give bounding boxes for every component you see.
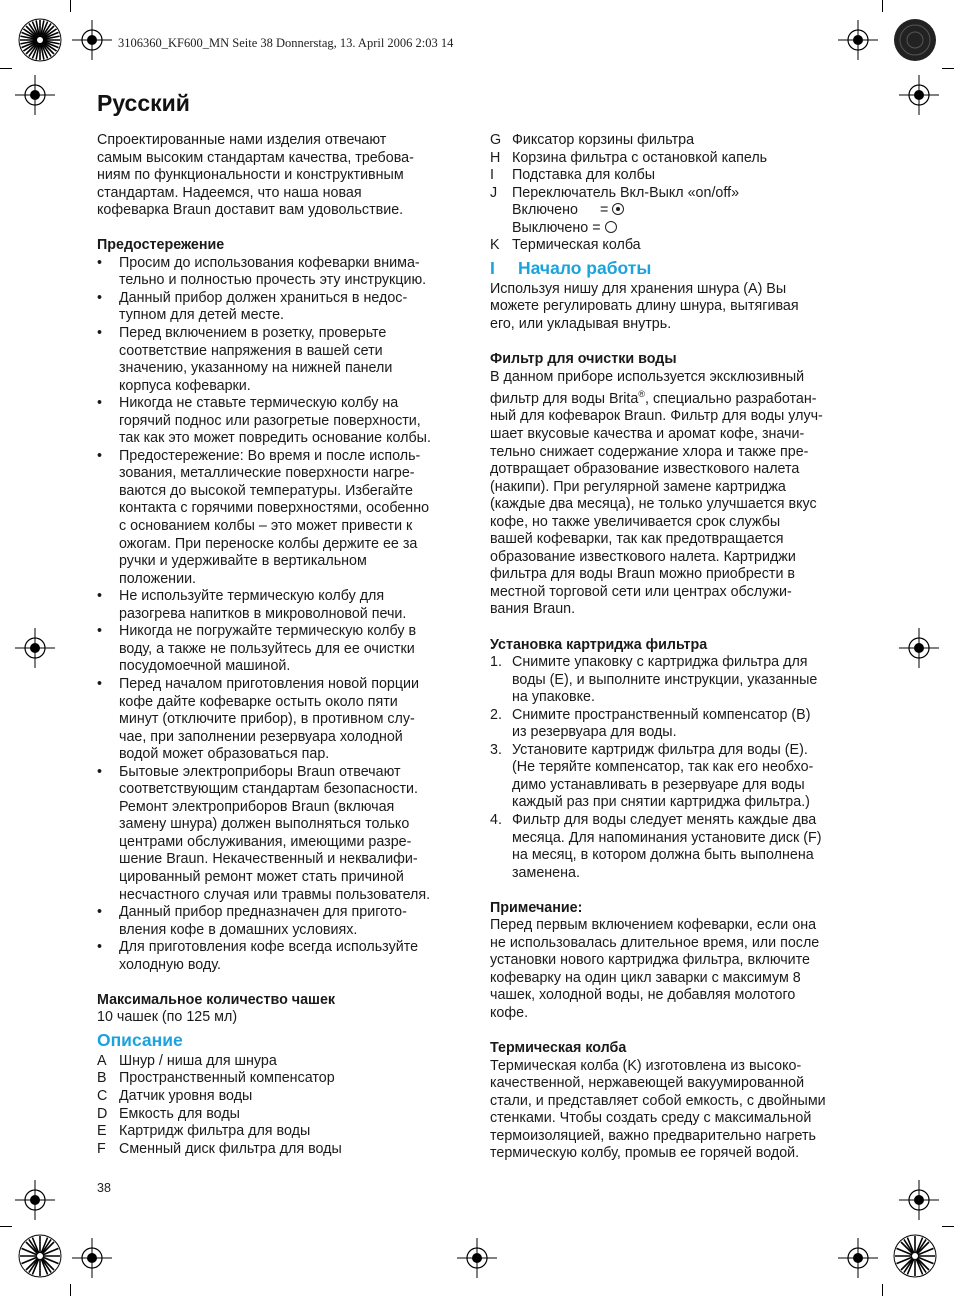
thermal-jug-heading: Термическая колба [490, 1040, 627, 1057]
part-text: Подставка для колбы [512, 167, 656, 184]
text-span: фильтр для воды Brita [490, 390, 639, 407]
crosshair-target-icon [457, 1238, 497, 1278]
part-letter: I [490, 167, 494, 184]
text-line: фильтра для воды Braun можно приобрести в [490, 566, 796, 583]
text-line: его, или укладывая внутрь. [490, 315, 672, 332]
part-letter: A [97, 1052, 107, 1069]
switch-on-label: Включено [512, 202, 578, 219]
section-letter: I [490, 257, 495, 278]
text-line: чае, при заполнении резервуара холодной [119, 728, 403, 745]
text-line: шение Braun. Некачественный и неквалифи- [119, 851, 418, 868]
text-line: ный для кофеварок Braun. Фильтр для воды улуч- [490, 408, 823, 425]
text-line: • Перед включением в розетку, проверьте [119, 325, 387, 342]
part-item [97, 1106, 467, 1124]
text-line [490, 386, 860, 408]
text-line: (каждые два месяца), не только улучшается вкус [490, 496, 817, 513]
power-off-symbol-icon [605, 221, 617, 233]
text-line: • Для приготовления кофе всегда используйте [119, 939, 419, 956]
crop-line [0, 1226, 12, 1227]
text-line: каждый раз при снятии картриджа фильтра.) [512, 794, 810, 811]
text-line: контакта с горячими поверхностями, особенно [119, 500, 430, 517]
text-line: (накипи). При регулярной замене картриджа [490, 478, 786, 495]
text-line: можете регулировать длину шнура, вытягивая [490, 298, 799, 315]
switch-on-row [490, 202, 860, 220]
text-span: , специально разработан- [645, 390, 817, 407]
crop-line [0, 68, 12, 69]
part-letter: H [490, 149, 501, 166]
crosshair-target-icon [72, 20, 112, 60]
parts-list [97, 1053, 467, 1158]
text-line: стенками. Чтобы создать среду с максимальной [490, 1110, 812, 1127]
text-line: замену шнура) должен выполняться только [119, 816, 410, 833]
text-line: • Никогда не ставьте термическую колбу на [119, 395, 399, 412]
text-line: Ремонт электроприборов Braun (включая [119, 798, 395, 815]
note-heading: Примечание: [490, 899, 583, 916]
text-line: центрами обслуживания, имеющими разре- [119, 833, 412, 850]
part-text: Фиксатор корзины фильтра [512, 132, 695, 148]
text-line: кофе, но также увеличивается срок службы [490, 513, 781, 530]
step-item [490, 707, 860, 742]
text-line: кофеварку на один цикл заварки с максимум 8 [490, 969, 801, 986]
section-title-text: Начало работы [518, 257, 652, 278]
crosshair-target-icon [72, 1238, 112, 1278]
text-line: • Данный прибор предназначен для пригото- [119, 904, 407, 921]
text-line: Термическая колба (K) изготовлена из высоко- [490, 1057, 802, 1074]
list-item [97, 623, 467, 676]
text-line: стандартам. Надеемся, что наша новая [97, 184, 362, 201]
crosshair-target-icon [838, 20, 878, 60]
part-letter: C [97, 1087, 108, 1104]
list-item [97, 904, 467, 939]
part-letter: D [97, 1105, 108, 1122]
list-item [97, 939, 467, 974]
part-text: Термическая колба [512, 237, 641, 254]
crop-line [882, 1284, 883, 1296]
crop-line [882, 0, 883, 12]
crop-line [70, 1284, 71, 1296]
part-letter: G [490, 132, 502, 148]
crosshair-target-icon [899, 1180, 939, 1220]
print-header: 3106360_KF600_MN Seite 38 Donnerstag, 13. April 2006 2:03 14 [118, 36, 454, 50]
text-line: Фильтр для воды следует менять каждые два [512, 812, 817, 828]
crosshair-target-icon [15, 1180, 55, 1220]
page-title: Русский [97, 90, 190, 116]
text-line: Снимите пространственный компенсатор (B) [512, 706, 811, 723]
step-number: 4. [490, 812, 502, 828]
part-item [490, 150, 860, 168]
text-line: значению, указанному на нижней панели [119, 360, 393, 377]
text-line: тельно снижает содержание хлора и также пре- [490, 443, 809, 460]
page-number: 38 [97, 1181, 111, 1195]
text-line: Используя нишу для хранения шнура (A) Вы [490, 280, 787, 297]
part-text: Емкость для воды [119, 1105, 240, 1122]
list-item [97, 395, 467, 448]
registration-wheel-icon [18, 18, 62, 62]
text-line: образование известкового налета. Картриджи [490, 548, 796, 565]
part-item [97, 1088, 467, 1106]
text-line: воды (E), и выполните инструкции, указанные [512, 671, 818, 688]
step-number: 3. [490, 741, 502, 758]
text-line: • Перед началом приготовления новой порции [119, 675, 420, 692]
install-steps-list [490, 654, 860, 882]
text-line: ручки и удерживайте в вертикальном [119, 553, 367, 570]
text-line: Установите картридж фильтра для воды (E). [512, 741, 808, 758]
text-line: соответствие напряжения в вашей сети [119, 342, 383, 359]
registration-disc-icon [893, 18, 937, 62]
text-line: вления кофе в домашних условиях. [119, 921, 358, 938]
text-line: • Просим до использования кофеварки внима- [119, 254, 420, 271]
part-text: Пространственный компенсатор [119, 1070, 335, 1087]
text-line: Снимите упаковку с картриджа фильтра для [512, 654, 808, 671]
list-item [97, 764, 467, 904]
list-item [97, 676, 467, 764]
text-line: термоизоляцией, важно предварительно нагреть [490, 1127, 816, 1144]
text-line: (Не теряйте компенсатор, так как его необхо- [512, 759, 814, 776]
part-item [490, 237, 860, 255]
text-line: ваются до высокой температуры. Избегайте [119, 482, 413, 499]
text-line: с основанием колбы – это может привести к [119, 518, 413, 535]
part-letter: E [97, 1123, 107, 1140]
text-line: • Предостережение: Во время и после исполь- [119, 447, 421, 464]
text-line: соответствующим стандартам безопасности. [119, 781, 418, 798]
text-line: заменена. [512, 864, 580, 881]
max-cups-heading: Максимальное количество чашек [97, 991, 336, 1008]
crosshair-target-icon [15, 75, 55, 115]
part-letter: B [97, 1070, 107, 1087]
max-cups-value: 10 чашек (по 125 мл) [97, 1009, 238, 1026]
equals-sign: = [600, 202, 609, 219]
part-text: Переключатель Вкл-Выкл «on/off» [512, 184, 740, 201]
text-line: ниям по функциональности и конструктивным [97, 167, 404, 184]
part-item [97, 1053, 467, 1071]
crosshair-target-icon [15, 628, 55, 668]
text-line: вания Braun. [490, 601, 576, 618]
text-line: воду, а также не пользуйтесь для ее очистки [119, 640, 415, 657]
list-item [97, 588, 467, 623]
warning-list [97, 255, 467, 974]
registration-wheel-icon [893, 1234, 937, 1278]
part-letter: K [490, 237, 500, 254]
power-on-symbol-icon [612, 203, 624, 215]
text-line: корпуса кофеварки. [119, 377, 251, 394]
text-line: разогрева напитков в микроволновой печи. [119, 605, 407, 622]
part-item [97, 1141, 467, 1159]
crosshair-target-icon [899, 628, 939, 668]
text-line: кофе. [490, 1005, 529, 1022]
text-line: на упаковке. [512, 689, 595, 706]
part-letter: J [490, 184, 498, 201]
text-line: ожогам. При переноске колбы держите ее за [119, 535, 418, 552]
parts-list-last [490, 237, 860, 255]
list-item [97, 448, 467, 588]
text-line: минут (отключите прибор), в противном слу- [119, 711, 415, 728]
part-letter: F [97, 1140, 106, 1157]
text-line: местной торговой сети или центрах обслужи- [490, 583, 792, 600]
intro-paragraph [97, 132, 467, 220]
equals-sign: = [592, 219, 601, 236]
crop-line [70, 0, 71, 12]
part-text: Корзина фильтра с остановкой капель [512, 149, 768, 166]
part-item [97, 1123, 467, 1141]
list-item [97, 325, 467, 395]
list-item [97, 290, 467, 325]
registration-wheel-icon [18, 1234, 62, 1278]
text-line: так как это может повредить основание колбы. [119, 430, 431, 447]
text-line: вашей кофеварки, так как предотвращается [490, 531, 784, 548]
step-number: 2. [490, 706, 502, 723]
text-line: не использовалась длительное время, или после [490, 934, 820, 951]
text-line: водой может образоваться пар. [119, 746, 330, 763]
text-line: холодную воду. [119, 956, 221, 973]
switch-off-row [490, 220, 860, 238]
text-line: положении. [119, 570, 197, 587]
text-line: тупном для детей месте. [119, 307, 285, 324]
text-line: кофеварка Braun доставит вам удовольствие. [97, 202, 404, 219]
text-line: несчастного случая или травмы пользователя. [119, 886, 431, 903]
text-line: горячий поднос или разогретые поверхности, [119, 412, 421, 429]
install-cartridge-heading: Установка картриджа фильтра [490, 636, 708, 653]
text-line: установки нового картриджа фильтра, включите [490, 952, 811, 969]
step-item [490, 654, 860, 707]
text-line: Спроектированные нами изделия отвечают [97, 132, 387, 148]
part-item [97, 1070, 467, 1088]
warning-heading: Предостережение [97, 237, 225, 254]
getting-started-heading [490, 258, 860, 278]
part-text: Картридж фильтра для воды [119, 1123, 311, 1140]
parts-list-continued [490, 132, 860, 202]
text-line: зования, металлические поверхности нагре- [119, 465, 415, 482]
text-line: месяца. Для напоминания установите диск (F) [512, 829, 822, 846]
text-line: • Не используйте термическую колбу для [119, 588, 385, 605]
text-line: посудомоечной машиной. [119, 658, 291, 675]
crosshair-target-icon [899, 75, 939, 115]
text-line: В данном приборе используется эксклюзивный [490, 368, 805, 385]
water-filter-heading: Фильтр для очистки воды [490, 351, 677, 368]
text-line: чашек, холодной воды, не добавляя молотого [490, 987, 796, 1004]
step-item [490, 812, 860, 882]
text-line: на месяц, в котором должна быть выполнена [512, 847, 814, 864]
text-line: цированный ремонт может стать причиной [119, 868, 404, 885]
part-text: Сменный диск фильтра для воды [119, 1140, 342, 1157]
crop-line [942, 1226, 954, 1227]
text-line: Перед первым включением кофеварки, если она [490, 917, 817, 934]
text-line: качественной, нержавеющей вакуумированной [490, 1075, 805, 1092]
text-line: шает вкусовые качества и аромат кофе, значи- [490, 425, 805, 442]
text-line: • Данный прибор должен храниться в недос- [119, 289, 408, 306]
list-item [97, 255, 467, 290]
text-line: стали, и представляет собой емкость, с двойными [490, 1092, 826, 1109]
text-line: самым высоким стандартам качества, требова- [97, 149, 414, 166]
text-line: дотвращает образование известкового налета [490, 461, 800, 478]
crop-line [942, 68, 954, 69]
text-line: из резервуара для воды. [512, 724, 677, 741]
text-line: тельно и полностью прочесть эту инструкцию. [119, 272, 427, 289]
text-line: • Бытовые электроприборы Braun отвечают [119, 763, 401, 780]
step-item [490, 742, 860, 812]
text-line: термическую колбу, промыв ее горячей водой. [490, 1145, 800, 1162]
part-text: Шнур / ниша для шнура [119, 1052, 277, 1069]
text-line: димо устанавливать в резервуаре для воды [512, 776, 805, 793]
step-number: 1. [490, 654, 502, 671]
text-line: • Никогда не погружайте термическую колбу в [119, 623, 417, 640]
part-text: Датчик уровня воды [119, 1087, 253, 1104]
part-item [490, 167, 860, 185]
part-item [490, 132, 860, 150]
right-column [490, 132, 860, 1163]
crosshair-target-icon [838, 1238, 878, 1278]
part-item [490, 185, 860, 203]
registered-mark: ® [638, 389, 645, 400]
description-heading: Описание [97, 1029, 183, 1050]
switch-off-label: Выключено [512, 219, 589, 236]
left-column [97, 132, 467, 1158]
text-line: кофе дайте кофеварке остыть около пяти [119, 693, 398, 710]
